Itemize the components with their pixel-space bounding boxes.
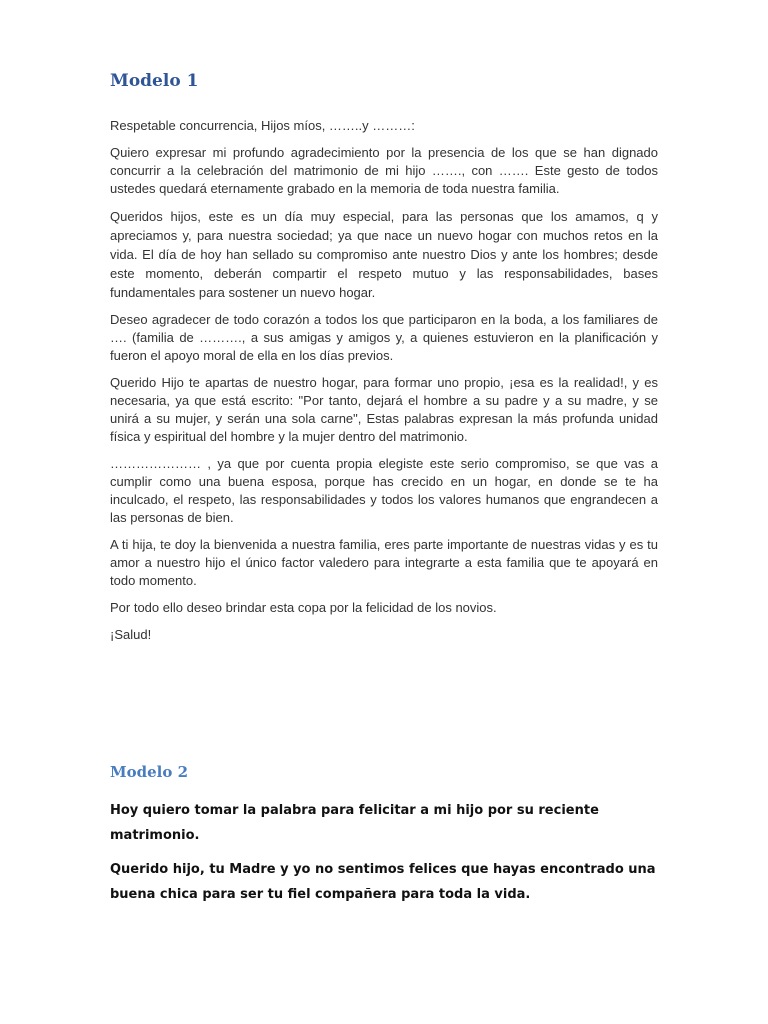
paragraph-gratitude: Quiero expresar mi profundo agradecimiento por la presencia de los que se han dignado concurrir a la celebración del matrimonio de mi hijo ……., con ……. Este gesto de todos ustedes quedará eternamente grabado en la memoria de toda nuestra familia.	[110, 145, 658, 196]
paragraph-thanks-wedding: Deseo agradecer de todo corazón a todos los que participaron en la boda, a los familiares de …. (familia de ………., a sus amigas y amigos y, a quienes estuvieron en la planificación y fueron el apoyo moral de ella en los días previos.	[110, 312, 658, 363]
paragraph-bride: ………………… , ya que por cuenta propia elegiste este serio compromiso, se que vas a cumplir como una buena esposa, porque has crecido en un hogar, en donde se te ha inculcado, el respeto, las responsabilidades y todos los valores humanos que engrandecen a las personas de bien.	[110, 456, 658, 525]
heading-modelo-2: Modelo 2	[110, 763, 189, 781]
heading-modelo-1: Modelo 1	[110, 71, 199, 91]
model-1-body	[110, 117, 658, 653]
paragraph-cheers: ¡Salud!	[110, 627, 152, 642]
paragraph-toast: Por todo ello deseo brindar esta copa por la felicidad de los novios.	[110, 600, 497, 615]
paragraph-dear-son-2: Querido hijo, tu Madre y yo no sentimos felices que hayas encontrado una buena chica para ser tu fiel compañera para toda la vida.	[110, 862, 656, 902]
paragraph-welcome-daughter: A ti hija, te doy la bienvenida a nuestra familia, eres parte importante de nuestras vidas y es tu amor a nuestro hijo el único factor valedero para integrarte a esta familia que te apoyará en todo momento.	[110, 537, 658, 588]
model-2-body	[110, 798, 660, 916]
paragraph-dear-children: Queridos hijos, este es un día muy especial, para las personas que los amamos, q y apreciamos y, para nuestra sociedad; ya que nace un nuevo hogar con muchos retos en la vida. El día de hoy han sellado su compromiso ante nuestro Dios y ante los hombres; desde este momento, deberán compartir el respeto mutuo y las responsabilidades, bases fundamentales para sostener un nuevo hogar.	[110, 209, 658, 300]
paragraph-congratulate: Hoy quiero tomar la palabra para felicitar a mi hijo por su reciente matrimonio.	[110, 803, 599, 843]
paragraph-dear-son: Querido Hijo te apartas de nuestro hogar, para formar uno propio, ¡esa es la realidad!, y es necesaria, ya que está escrito: "Por tanto, dejará el hombre a su padre y a su madre, y se unirá a su mujer, y serán una sola carne", Estas palabras expresan la más profunda unidad física y espiritual del hombre y la mujer dentro del matrimonio.	[110, 375, 658, 444]
paragraph-greeting: Respetable concurrencia, Hijos míos, ……..y ………:	[110, 118, 415, 133]
